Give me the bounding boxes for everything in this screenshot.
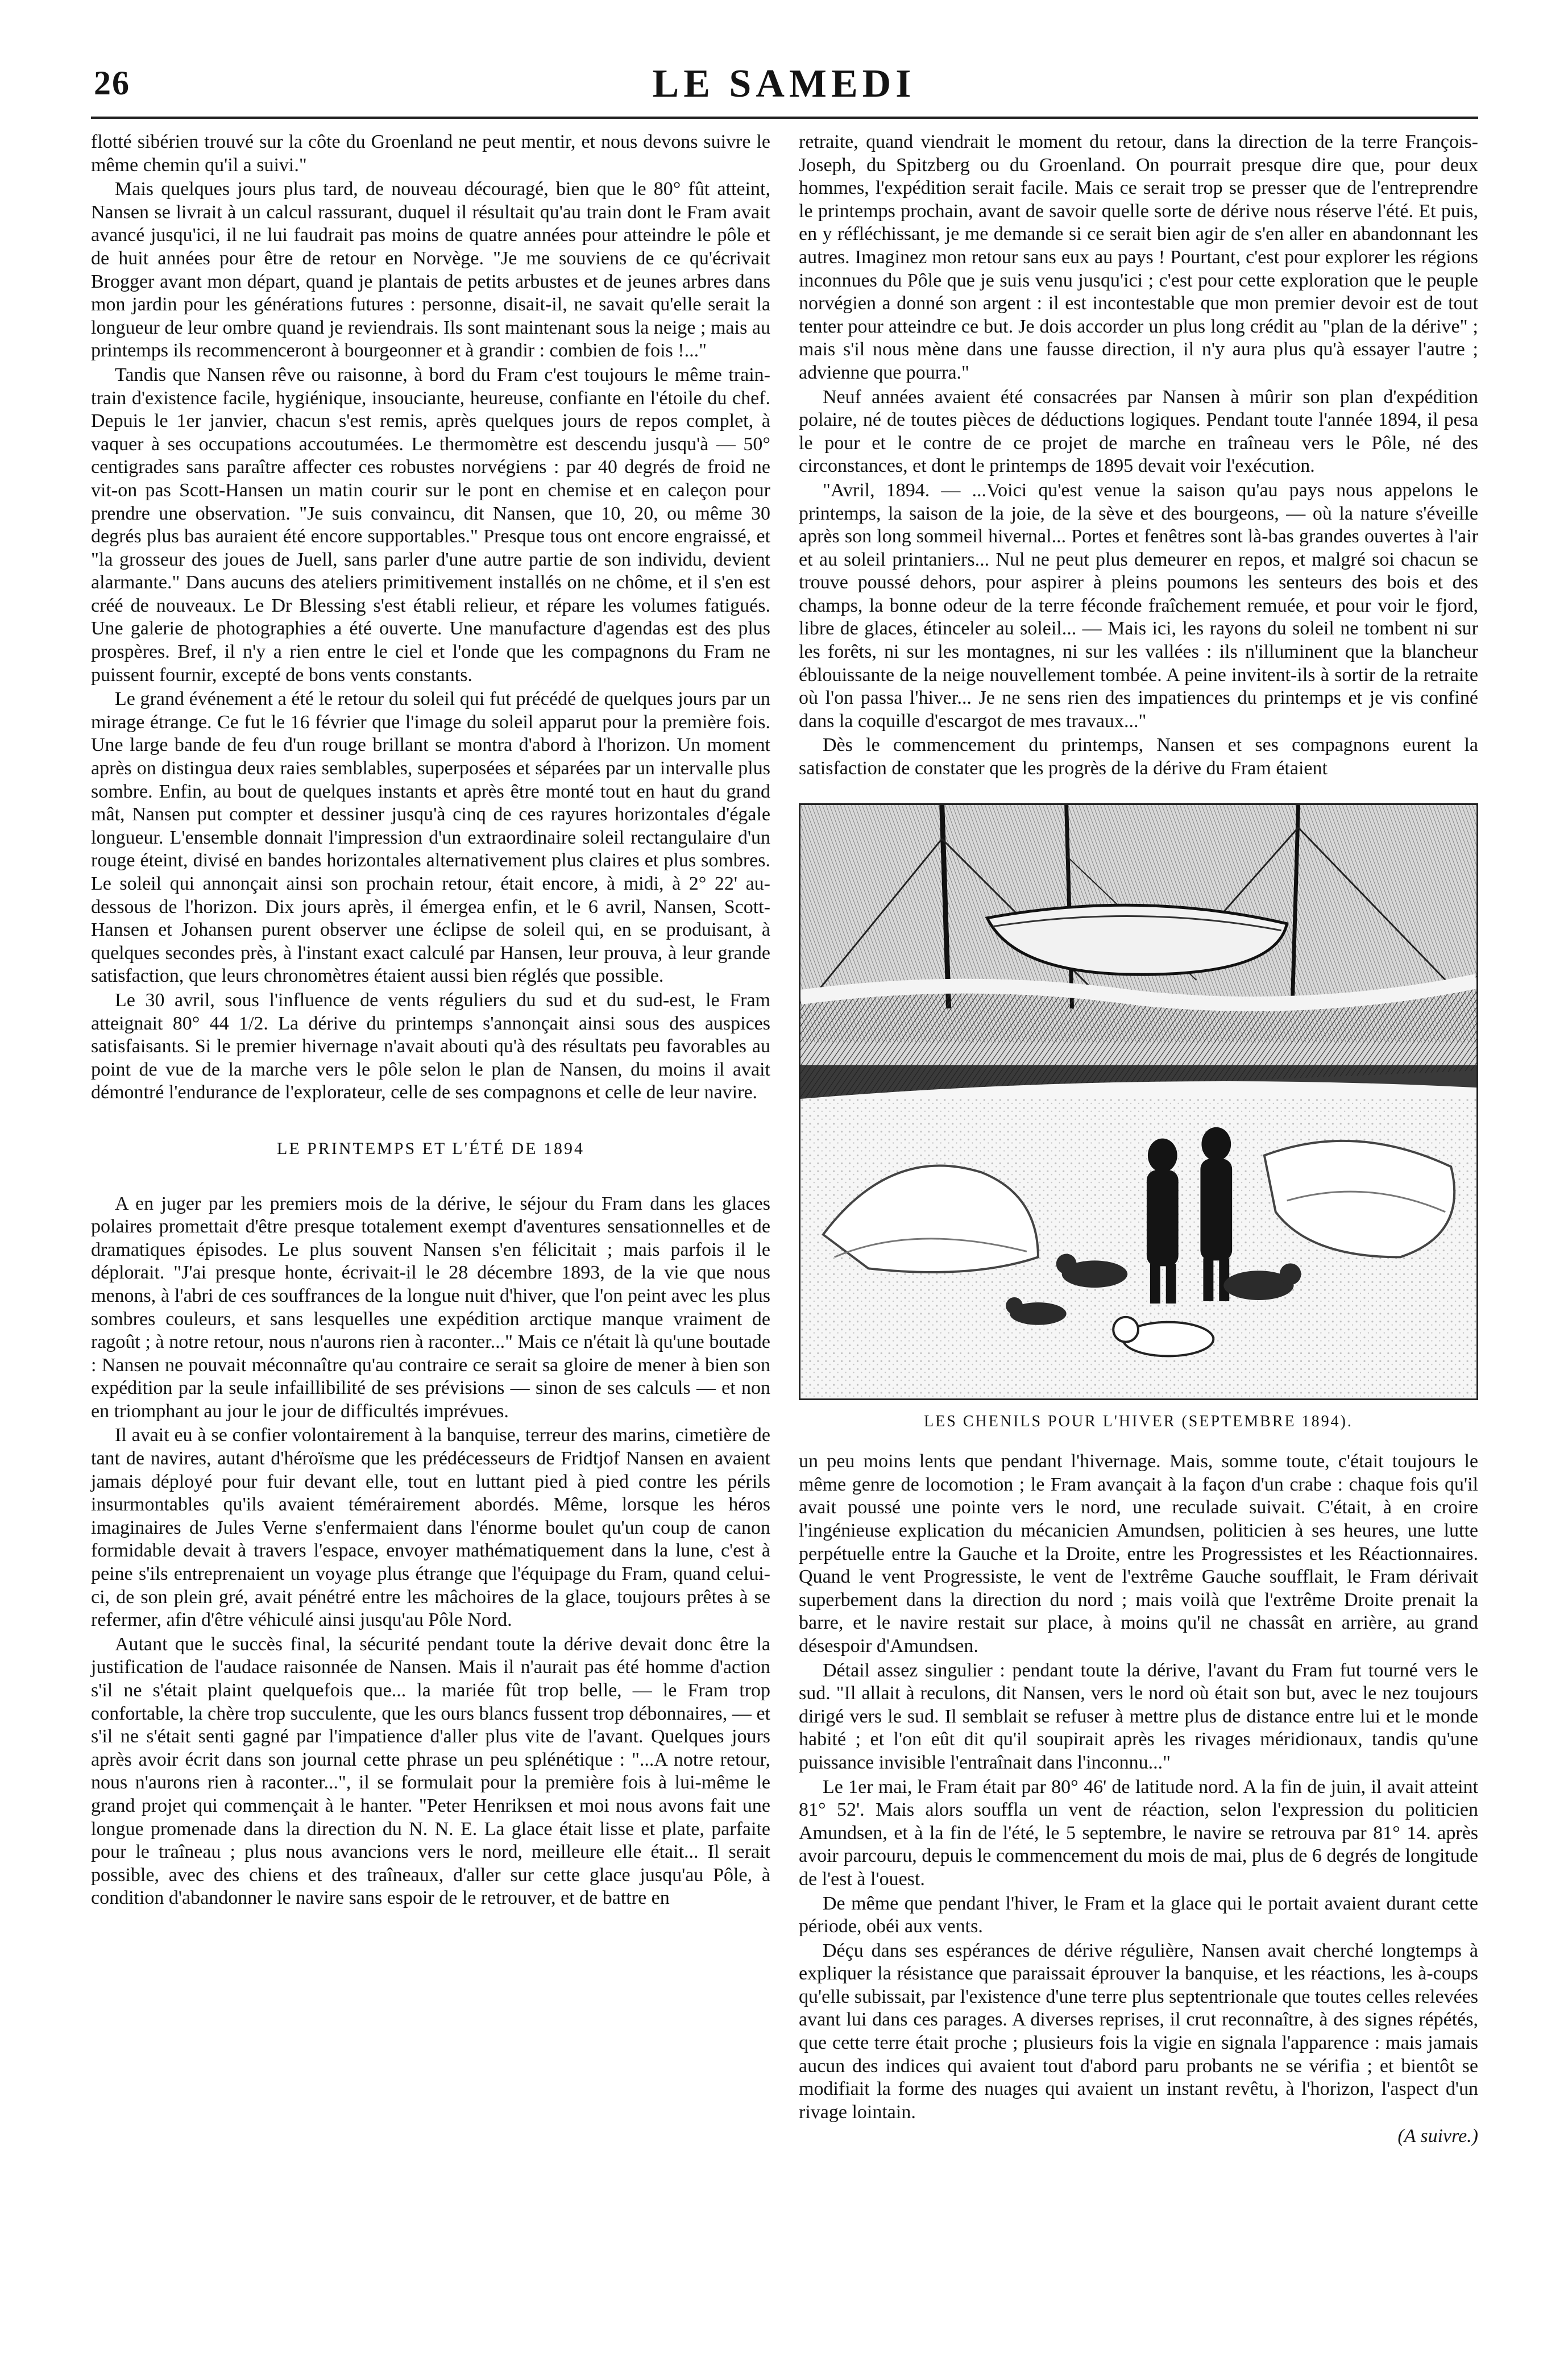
header-rule bbox=[91, 117, 1478, 119]
paragraph: Le grand événement a été le retour du soleil qui fut précédé de quelques jours par un mirage étrange. Ce fut le 16 février que l'image du soleil apparut pour la première fois. Une large bande de feu d'un rouge brillant se montra d'abord à l'horizon. Un moment après on distingua deux raies semblables, superposées et séparées par un intervalle plus sombre. Enfin, au bout de quelques instants et après être monté tout en haut du grand mât, Nansen put compter et dessiner jusqu'à cinq de ces rayures horizontales d'égale longueur. L'ensemble donnait l'impression d'un extraordinaire soleil rectangulaire d'un rouge éteint, divisé en bandes horizontales alternativement plus claires et plus sombres. Le soleil qui annonçait ainsi son prochain retour, était encore, à midi, à 2° 22' au-dessous de l'horizon. Dix jours après, il émergea enfin, et le 6 avril, Nansen, Scott-Hansen et Johansen purent observer une éclipse de soleil qui, en se produisant, à quelques secondes près, à l'instant exact calculé par Hansen, leur prouva, à leur grande satisfaction, que leurs chronomètres étaient aussi bien réglés que possible. bbox=[91, 688, 770, 987]
paragraph: Il avait eu à se confier volontairement à la banquise, terreur des marins, cimetière de tant de navires, autant d'héroïsme que les prédécesseurs de Fridtjof Nansen en avaient jamais déployé pour fuir devant elle, tout en luttant pied à pied contre les périls insurmontables qu'ils avaient témérairement abordés. Même, lorsque les héros imaginaires de Jules Verne s'enfermaient dans l'énorme boulet qu'un coup de canon formidable devait à travers l'espace, envoyer mathématiquement dans la lune, c'est à peine s'ils entreprenaient un voyage plus étrange que l'équipage du Fram, quand celui-ci, de son plein gré, avait pénétré entre les mâchoires de la glace, toujours prêtes à se refermer, afin d'être véhiculé ainsi jusqu'au Pôle Nord. bbox=[91, 1425, 770, 1631]
right-column bbox=[799, 131, 1478, 2348]
paragraph: Déçu dans ses espérances de dérive régulière, Nansen avait cherché longtemps à expliquer la résistance que paraissait éprouver la banquise, et les réactions, les à-coups qu'elle subissait, par l'existence d'une terre plus septentrionale que toutes celles relevées avant lui dans ces parages. A diverses reprises, il crut reconnaître, à des signes répétés, que cette terre était proche ; plusieurs fois la vigie en signala l'apparence : mais jamais aucun des indices qui avaient tout d'abord paru probants ne se vérifia ; et bientôt se modifiait la forme des nuages qui avaient un instant revêtu, à l'horizon, l'aspect d'un rivage lointain. bbox=[799, 1940, 1478, 2123]
page-number: 26 bbox=[94, 64, 130, 102]
paragraph: Tandis que Nansen rêve ou raisonne, à bord du Fram c'est toujours le même train-train d'existence facile, hygiénique, insouciante, heureuse, confiante en l'étoile du chef. Depuis le 1er janvier, chacun s'est remis, après quelques jours de repos complet, à vaquer à ses occupations accoutumées. Le thermomètre est descendu jusqu'à — 50° centigrades sans paraître affecter ces robustes norvégiens : par 40 degrés de froid ne vit-on pas Scott-Hansen un matin courir sur le pont en chemise et en caleçon pour prendre une observation. "Je suis convaincu, dit Nansen, que 10, 20, ou même 30 degrés plus bas auraient été encore supportables." Presque tous ont encore engraissé, et "la grosseur des joues de Juell, sans parler d'une autre partie de son individu, devient alarmante." Dans aucuns des ateliers primitivement installés on ne chôme, et il s'en est créé de nouveaux. Le Dr Blessing s'est établi relieur, et répare les volumes fatigués. Une galerie de photographies a été ouverte. Une manufacture d'agendas est des plus prospères. Bref, il n'y a rien entre le ciel et l'onde que les compagnons du Fram ne puissent fournir, excepté de bons vents constants. bbox=[91, 364, 770, 686]
figure bbox=[799, 803, 1478, 1434]
paragraph: A en juger par les premiers mois de la dérive, le séjour du Fram dans les glaces polaires promettait d'être presque totalement exempt d'aventures sensationnelles et de dramatiques épisodes. Le plus souvent Nansen s'en félicitait ; mais parfois il le déplorait. "J'ai presque honte, écrivait-il le 28 décembre 1893, de la vie que nous menons, à l'abri de ces souffrances de la longue nuit d'hiver, que l'on peint avec les plus sombres couleurs, et sans lesquelles une expédition arctique manque vraiment de ragoût ; à notre retour, nous n'aurons rien à raconter..." Mais ce n'était là qu'une boutade : Nansen ne pouvait méconnaître qu'au contraire ce serait sa gloire de mener à bien son expédition par la seule infaillibilité de ses prévisions — sinon de ses calculs — et non en triomphant au jour le jour de difficultés imprévues. bbox=[91, 1193, 770, 1422]
paragraph: flotté sibérien trouvé sur la côte du Groenland ne peut mentir, et nous devons suivre le même chemin qu'il a suivi." bbox=[91, 131, 770, 176]
paragraph: De même que pendant l'hiver, le Fram et la glace qui le portait avaient durant cette période, obéi aux vents. bbox=[799, 1892, 1478, 1937]
paragraph: Le 1er mai, le Fram était par 80° 46' de latitude nord. A la fin de juin, il avait atteint 81° 52'. Mais alors souffla un vent de réaction, selon l'expression du politicien Amundsen, et à la fin de l'été, le 5 septembre, le navire se retrouva par 81° 14. après avoir parcouru, depuis le commencement du mois de mai, plus de 6 degrés de longitude de l'est à l'ouest. bbox=[799, 1776, 1478, 1890]
paragraph: "Avril, 1894. — ...Voici qu'est venue la saison qu'au pays nous appelons le printemps, la saison de la joie, de la sève et des bourgeons, — où la nature s'éveille après son long sommeil hivernal... Portes et fenêtres sont là-bas grandes ouvertes à l'air et au soleil printaniers... Nul ne peut plus demeurer en repos, et malgré soi chacun se trouve poussé dehors, pour aspirer à pleins poumons les senteurs des bois et des champs, la bonne odeur de la terre féconde fraîchement remuée, et pour voir le fjord, libre de glaces, étinceler au soleil... — Mais ici, les rayons du soleil ne tombent ni sur les forêts, ni sur les montagnes, ni sur les vallées : ils n'illuminent que la blancheur éblouissante de la neige nouvellement tombée. A peine invitent-ils à sortir de la retraite où l'on passa l'hiver... Je ne sens rien des impatiences du printemps et je vis confiné dans la coquille d'escargot de mes travaux..." bbox=[799, 479, 1478, 732]
kennels-engraving-image bbox=[799, 803, 1478, 1400]
paragraph: un peu moins lents que pendant l'hivernage. Mais, somme toute, c'était toujours le même genre de locomotion ; le Fram avançait à la façon d'un crabe : chaque fois qu'il avait poussé une pointe vers le nord, une reculade suivait. C'était, à en croire l'ingénieuse explication du mécanicien Amundsen, politicien à ses heures, une lutte perpétuelle entre la Gauche et la Droite, entre les Progressistes et les Réactionnaires. Quand le vent Progressiste, le vent de l'extrême Gauche soufflait, le Fram dérivait superbement dans la direction du nord ; mais voilà que l'extrême Droite prenait la barre, et le navire restait sur place, à moins qu'il ne chassât en arrière, au grand désespoir d'Amundsen. bbox=[799, 1451, 1478, 1657]
paragraph: Dès le commencement du printemps, Nansen et ses compagnons eurent la satisfaction de constater que les progrès de la dérive du Fram étaient bbox=[799, 734, 1478, 779]
paragraph: Neuf années avaient été consacrées par Nansen à mûrir son plan d'expédition polaire, né de toutes pièces de déductions logiques. Pendant toute l'année 1894, il pesa le pour et le contre de ce projet de marche en traîneau vers le Pôle, né des circonstances, et dont le printemps de 1895 devait voir l'exécution. bbox=[799, 386, 1478, 477]
paragraph: Autant que le succès final, la sécurité pendant toute la dérive devait donc être la justification de l'audace raisonnée de Nansen. Mais il n'aurait pas été homme d'action s'il ne s'était plaint quelquefois que... la mariée fût trop belle, — le Fram trop confortable, la chère trop succulente, que les ours blancs fussent trop débonnaires, — et s'il ne s'était senti gagné par l'impatience d'aller plus vite de l'avant. Quelques jours après avoir écrit dans son journal cette phrase un peu splénétique : "...A notre retour, nous n'aurons rien à raconter...", il se formulait pour la première fois à lui-même le grand projet qui commençait à le hanter. "Peter Henriksen et moi nous avons fait une longue promenade dans la direction du N. N. E. La glace était lisse et plate, parfaite pour le traîneau ; plus nous avancions vers le nord, meilleure elle était... Il serait possible, avec des chiens et des traîneaux, d'aller sur cette glace jusqu'au Pôle, à condition d'abandonner le navire sans espoir de le retrouver, et de battre en bbox=[91, 1633, 770, 1909]
paragraph: retraite, quand viendrait le moment du retour, dans la direction de la terre François-Joseph, du Spitzberg ou du Groenland. On pourrait presque dire que, pour deux hommes, l'expédition serait facile. Mais ce serait trop se presser que de l'entreprendre le printemps prochain, avant de savoir quelle sorte de dérive nous réserve l'été. Et puis, en y réfléchissant, je me demande si ce serait bien agir de s'en aller en abandonnant les autres. Imaginez mon retour sans eux au pays ! Pourtant, c'est pour explorer les régions inconnues du Pôle que je suis venu jusqu'ici ; c'est pour cette exploration que le peuple norvégien a donné son argent : il est incontestable que mon premier devoir est de tout tenter pour atteindre ce but. Je dois accorder un plus long crédit au "plan de la dérive" ; mais s'il nous mène dans une fausse direction, il n'y aura plus qu'à essayer l'autre ; advienne que pourra." bbox=[799, 131, 1478, 383]
page-title: LE SAMEDI bbox=[652, 62, 916, 106]
paragraph: Détail assez singulier : pendant toute la dérive, l'avant du Fram fut tourné vers le sud. "Il allait à reculons, dit Nansen, vers le nord où était son but, avec le nez toujours dirigé vers le sud. Il semblait se refuser à mettre plus de distance entre lui et le monde habité ; et l'on eût dit qu'il soupirait après les rivages méridionaux, tandis qu'une puissance invisible l'entraînait dans l'inconnu..." bbox=[799, 1659, 1478, 1773]
paragraph: Mais quelques jours plus tard, de nouveau découragé, bien que le 80° fût atteint, Nansen se livrait à un calcul rassurant, duquel il résultait qu'au train dont le Fram avait avancé jusqu'ici, il ne lui faudrait pas moins de quatre années pour atteindre le pôle et de huit années pour être de retour en Norvège. "Je me souviens de ce qu'écrivait Brogger avant mon départ, quand je plantais de petits arbustes et de jeunes arbres dans mon jardin pour les générations futures : personne, disait-il, ne savait qu'elle serait la longueur de leur ombre quand je reviendrais. Ils sont maintenant sous la neige ; mais au printemps ils recommenceront à bourgeonner et à grandir : combien de fois !..." bbox=[91, 179, 770, 362]
left-column bbox=[91, 131, 770, 2348]
figure-caption: LES CHENILS POUR L'HIVER (SEPTEMBRE 1894). bbox=[924, 1412, 1353, 1430]
section-heading: LE PRINTEMPS ET L'ÉTÉ DE 1894 bbox=[277, 1139, 584, 1158]
continuation-note: (A suivre.) bbox=[1397, 2126, 1478, 2147]
paragraph: Le 30 avril, sous l'influence de vents réguliers du sud et du sud-est, le Fram atteignait 80° 44 1/2. La dérive du printemps s'annonçait ainsi sous des auspices satisfaisants. Si le premier hivernage n'avait abouti qu'à des résultats peu favorables au point de vue de la marche vers le pôle selon le plan de Nansen, du moins il avait démontré l'endurance de l'explorateur, celle de ses compagnons et celle de leur navire. bbox=[91, 989, 770, 1103]
